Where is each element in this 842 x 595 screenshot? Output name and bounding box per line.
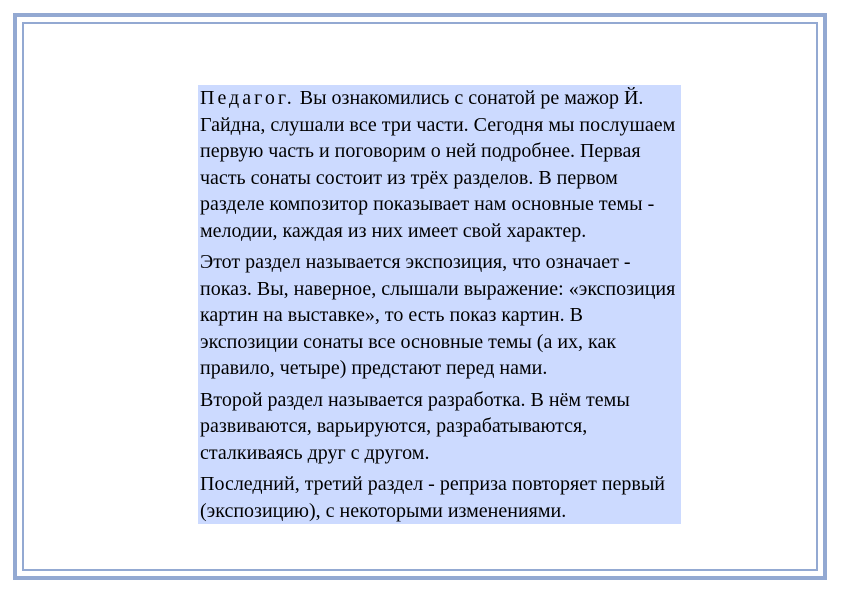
paragraph-text: Вы ознакомились с сонатой ре мажор Й. Гайдна, слушали все три части. Сегодня мы послушаем первую часть и поговорим о ней подробнее. Первая часть сонаты состоит из трёх разделов. В первом разделе композитор показывает нам основные темы - мелодии, каждая из них имеет свой характер. <box>200 87 676 242</box>
paragraph-development: Второй раздел называется разработка. В нём темы развиваются, варьируются, разрабатываются, сталкиваясь друг с другом. <box>200 388 630 464</box>
paragraph-intro <box>200 85 679 244</box>
text-block <box>198 85 681 524</box>
speaker-label: Педагог. <box>200 87 295 109</box>
paragraph-exposition: Этот раздел называется экспозиция, что означает - показ. Вы, наверное, слышали выражение: «экспозиция картин на выставке», то есть показ картин. В экспозиции сонаты все основные темы (а их, как правило, четыре) предстают перед нами. <box>200 251 676 379</box>
paragraph-recapitulation: Последний, третий раздел - реприза повторяет первый (экспозицию), с некоторыми изменениями. <box>200 473 665 522</box>
